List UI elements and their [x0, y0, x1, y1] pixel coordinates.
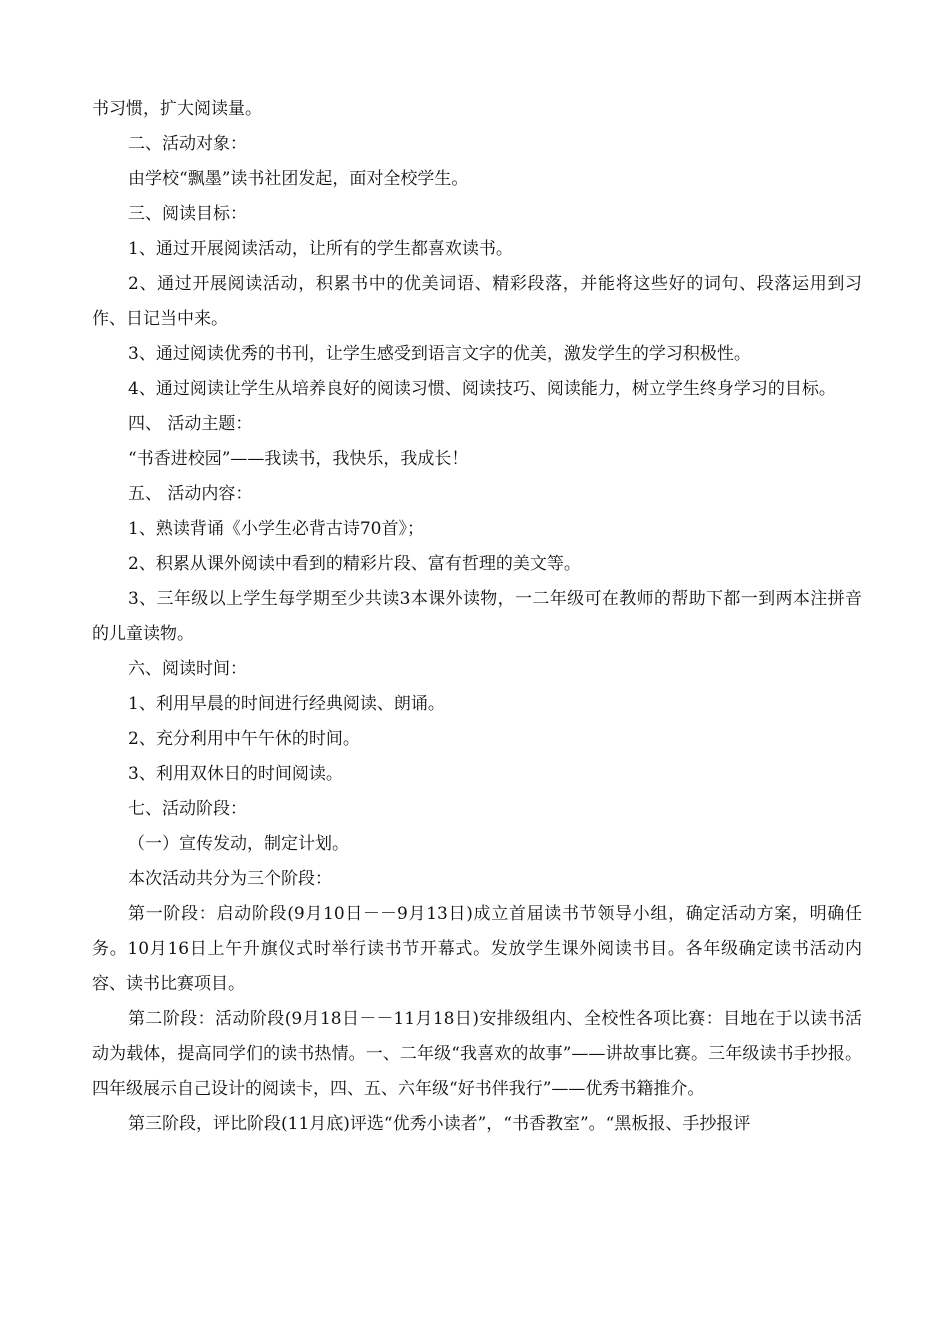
section-heading-time: 六、阅读时间：	[128, 659, 247, 679]
section-heading-goals: 三、阅读目标：	[128, 204, 247, 224]
section-heading-targets: 二、活动对象：	[128, 134, 247, 154]
content-item-1: 1、熟读背诵《小学生必背古诗70首》；	[128, 519, 424, 539]
document-page	[92, 92, 862, 1142]
section-heading-theme: 四、 活动主题：	[128, 414, 253, 434]
content-item-3: 3、三年级以上学生每学期至少共读3本课外读物，一二年级可在教师的帮助下都一到两本注拼音的儿童读物。	[92, 589, 862, 644]
stage-subheading: （一）宣传发动，制定计划。	[128, 834, 349, 854]
goal-item-1: 1、通过开展阅读活动，让所有的学生都喜欢读书。	[128, 239, 513, 259]
time-item-3: 3、利用双休日的时间阅读。	[128, 764, 343, 784]
stage-intro: 本次活动共分为三个阶段：	[128, 869, 332, 889]
section-heading-stages: 七、活动阶段：	[128, 799, 247, 819]
time-item-1: 1、利用早晨的时间进行经典阅读、朗诵。	[128, 694, 445, 714]
time-item-2: 2、充分利用中午午休的时间。	[128, 729, 360, 749]
paragraph-targets: 由学校“飘墨”读书社团发起，面对全校学生。	[128, 169, 469, 189]
stage-1: 第一阶段：启动阶段(9月10日－－9月13日)成立首届读书节领导小组，确定活动方案，明确任务。10月16日上午升旗仪式时举行读书节开幕式。发放学生课外阅读书目。各年级确定读书活动内容、读书比赛项目。	[92, 904, 862, 994]
goal-item-2: 2、通过开展阅读活动，积累书中的优美词语、精彩段落，并能将这些好的词句、段落运用到习作、日记当中来。	[92, 274, 862, 329]
paragraph-1: 书习惯，扩大阅读量。	[92, 99, 262, 119]
stage-2: 第二阶段：活动阶段(9月18日－－11月18日)安排级组内、全校性各项比赛：目地在于以读书活动为载体，提高同学们的读书热情。一、二年级“我喜欢的故事”——讲故事比赛。三年级读书手抄报。四年级展示自己设计的阅读卡，四、五、六年级“好书伴我行”——优秀书籍推介。	[92, 1009, 862, 1099]
theme-text: “书香进校园”——我读书，我快乐，我成长！	[128, 449, 469, 469]
section-heading-content: 五、 活动内容：	[128, 484, 253, 504]
content-item-2: 2、积累从课外阅读中看到的精彩片段、富有哲理的美文等。	[128, 554, 581, 574]
goal-item-4: 4、通过阅读让学生从培养良好的阅读习惯、阅读技巧、阅读能力，树立学生终身学习的目标。	[128, 379, 836, 399]
stage-3: 第三阶段，评比阶段(11月底)评选“优秀小读者”，“书香教室”。“黑板报、手抄报评	[128, 1114, 751, 1134]
goal-item-3: 3、通过阅读优秀的书刊，让学生感受到语言文字的优美，激发学生的学习积极性。	[128, 344, 751, 364]
